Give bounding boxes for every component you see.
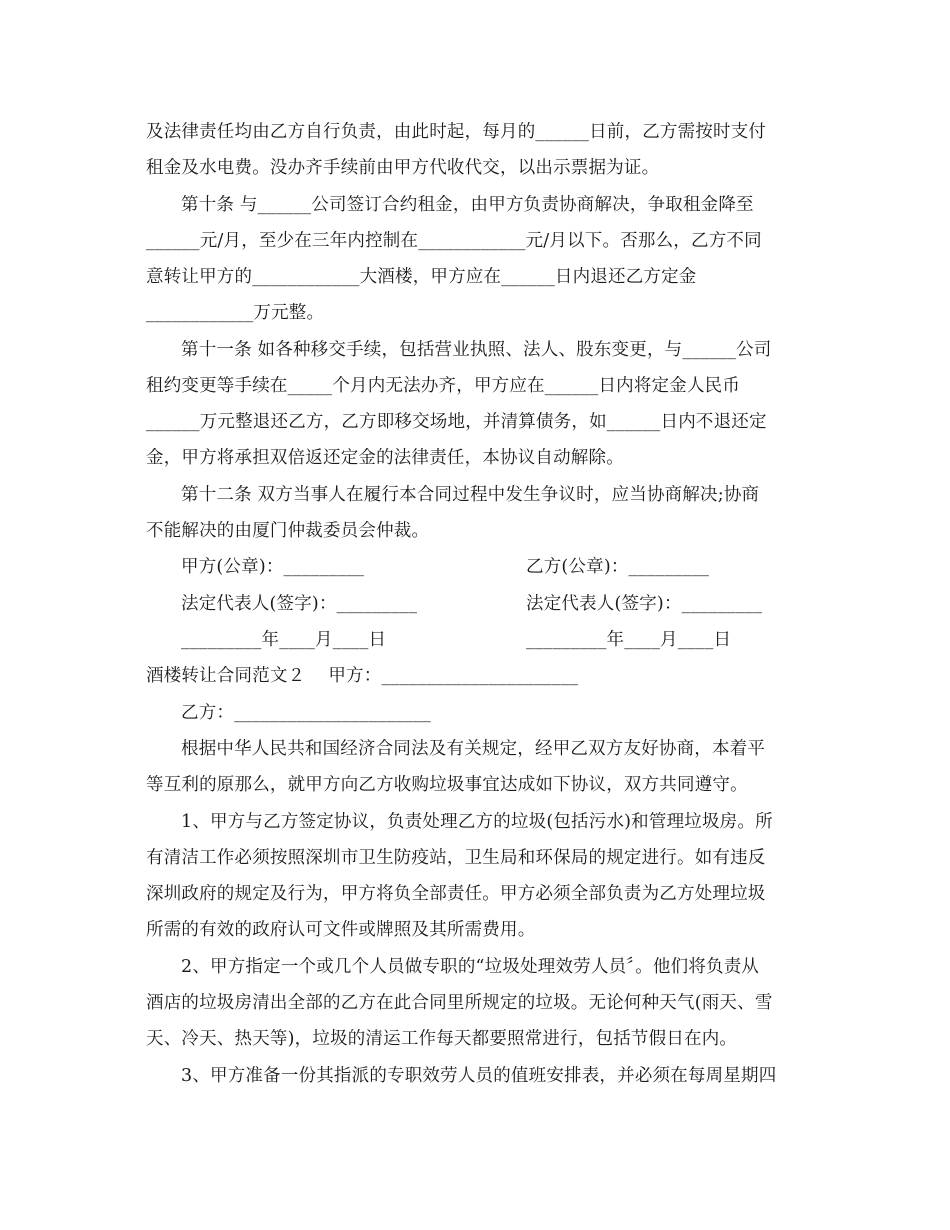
section-title: 酒楼转让合同范文２ 甲方：______________________ xyxy=(146,666,579,686)
text-line: 等互利的原那么，就甲方向乙方收购垃圾事宜达成如下协议，双方共同遵守。 xyxy=(146,775,748,795)
text-line: 租约变更等手续在_____个月内无法办齐，甲方应在______日内将定金人民币 xyxy=(146,376,741,396)
text-line: 意转让甲方的____________大酒楼，甲方应在______日内退还乙方定金 xyxy=(146,267,697,287)
text-line: 酒店的垃圾房清出全部的乙方在此合同里所规定的垃圾。无论何种天气(雨天、雪 xyxy=(146,993,773,1013)
text-line: ______万元整退还乙方，乙方即移交场地，并清算债务，如______日内不退还定 xyxy=(146,412,767,432)
text-line: 3、甲方准备一份其指派的专职效劳人员的值班安排表，并必须在每周星期四 xyxy=(181,1066,777,1086)
text-line: 1、甲方与乙方签定协议，负责处理乙方的垃圾(包括污水)和管理垃圾房。所 xyxy=(181,812,773,832)
text-line: 深圳政府的规定及行为，甲方将负全部责任。甲方必须全部负责为乙方处理垃圾 xyxy=(146,884,766,904)
text-line: 乙方：______________________ xyxy=(181,703,431,723)
text-line: 及法律责任均由乙方自行负责，由此时起，每月的______日前，乙方需按时支付 xyxy=(146,122,767,142)
text-line: 第十条 与______公司签订合约租金，由甲方负责协商解决，争取租金降至 xyxy=(181,195,754,215)
text-line: ____________万元整。 xyxy=(146,303,325,323)
text-line: 2、甲方指定一个或几个人员做专职的“垃圾处理效劳人员〞。他们将负责从 xyxy=(181,957,760,977)
text-line: 第十一条 如各种移交手续，包括营业执照、法人、股东变更，与______公司 xyxy=(181,340,772,360)
text-line: ______元/月，至少在三年内控制在____________元/月以下。否那么，乙方不同 xyxy=(146,231,762,251)
text-line: 根据中华人民共和国经济合同法及有关规定，经甲乙双方友好协商，本着平 xyxy=(181,739,766,759)
party-a-seal: 甲方(公章)：_________ xyxy=(181,557,365,577)
text-line: 有清洁工作必须按照深圳市卫生防疫站，卫生局和环保局的规定进行。如有违反 xyxy=(146,848,766,868)
text-line: 天、冷天、热天等)，垃圾的清运工作每天都要照常进行，包括节假日在内。 xyxy=(146,1029,738,1049)
party-a-date: _________年____月____日 xyxy=(181,630,387,650)
text-line: 所需的有效的政府认可文件或牌照及其所需费用。 xyxy=(146,920,536,940)
text-line: 不能解决的由厦门仲裁委员会仲裁。 xyxy=(146,521,430,541)
party-a-representative: 法定代表人(签字)：_________ xyxy=(181,594,418,614)
text-line: 第十二条 双方当事人在履行本合同过程中发生争议时，应当协商解决;协商 xyxy=(181,485,760,505)
text-line: 租金及水电费。没办齐手续前由甲方代收代交，以出示票据为证。 xyxy=(146,158,660,178)
party-b-seal: 乙方(公章)：_________ xyxy=(526,557,710,577)
party-b-representative: 法定代表人(签字)：_________ xyxy=(526,594,763,614)
party-b-date: _________年____月____日 xyxy=(526,630,732,650)
text-line: 金，甲方将承担双倍返还定金的法律责任，本协议自动解除。 xyxy=(146,448,624,468)
